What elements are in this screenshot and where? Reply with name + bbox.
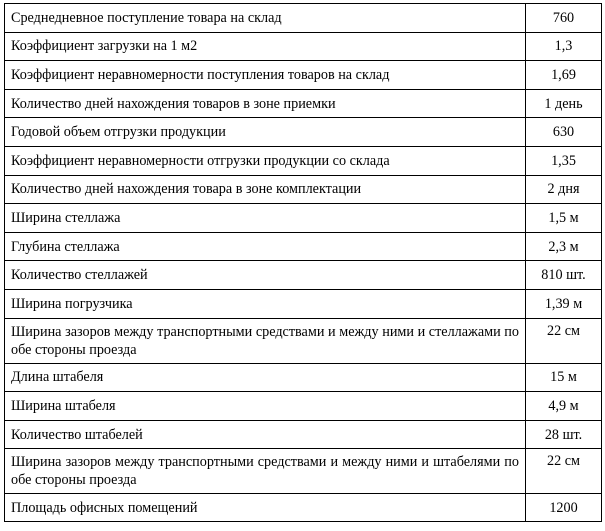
- table-row: [5, 420, 602, 449]
- parameter-value: 1,35: [526, 146, 602, 175]
- table-row: [5, 32, 602, 61]
- parameter-value: 2 дня: [526, 175, 602, 204]
- parameter-name: Количество дней нахождения товаров в зоне приемки: [5, 89, 526, 118]
- parameter-name: Длина штабеля: [5, 363, 526, 392]
- parameter-name: Количество штабелей: [5, 420, 526, 449]
- parameter-value: 4,9 м: [526, 392, 602, 421]
- parameter-value: 28 шт.: [526, 420, 602, 449]
- parameter-name: Ширина стеллажа: [5, 204, 526, 233]
- table-row: [5, 449, 602, 494]
- parameter-value: 1 день: [526, 89, 602, 118]
- table-row: [5, 175, 602, 204]
- parameter-name: Коэффициент неравномерности поступления товаров на склад: [5, 61, 526, 90]
- table-row: [5, 146, 602, 175]
- parameter-value: 1,5 м: [526, 204, 602, 233]
- parameter-value: 22 см: [526, 449, 602, 494]
- table-row: [5, 89, 602, 118]
- parameter-name: Коэффициент загрузки на 1 м2: [5, 32, 526, 61]
- parameter-value: 760: [526, 4, 602, 33]
- parameter-name: Коэффициент неравномерности отгрузки продукции со склада: [5, 146, 526, 175]
- parameter-name: Годовой объем отгрузки продукции: [5, 118, 526, 147]
- parameter-name: Количество дней нахождения товара в зоне комплектации: [5, 175, 526, 204]
- parameter-value: 1,3: [526, 32, 602, 61]
- table-row: [5, 4, 602, 33]
- parameters-table: [4, 3, 602, 522]
- parameters-table-body: [5, 4, 602, 522]
- table-row: [5, 118, 602, 147]
- table-row: [5, 363, 602, 392]
- parameter-name: Площадь офисных помещений: [5, 494, 526, 522]
- parameter-name: Ширина зазоров между транспортными средствами и между ними и штабелями по обе стороны проезда: [5, 449, 526, 494]
- table-row: [5, 61, 602, 90]
- table-row: [5, 494, 602, 522]
- table-row: [5, 318, 602, 363]
- parameter-value: 630: [526, 118, 602, 147]
- table-row: [5, 289, 602, 318]
- parameter-value: 1,39 м: [526, 289, 602, 318]
- parameter-name: Среднедневное поступление товара на склад: [5, 4, 526, 33]
- parameter-value: 810 шт.: [526, 261, 602, 290]
- table-row: [5, 261, 602, 290]
- parameter-value: 1,69: [526, 61, 602, 90]
- parameter-value: 2,3 м: [526, 232, 602, 261]
- parameter-name: Глубина стеллажа: [5, 232, 526, 261]
- parameter-value: 22 см: [526, 318, 602, 363]
- table-row: [5, 232, 602, 261]
- parameter-name: Ширина штабеля: [5, 392, 526, 421]
- table-row: [5, 204, 602, 233]
- parameter-value: 1200: [526, 494, 602, 522]
- parameter-name: Ширина зазоров между транспортными средствами и между ними и стеллажами по обе стороны проезда: [5, 318, 526, 363]
- table-row: [5, 392, 602, 421]
- parameter-value: 15 м: [526, 363, 602, 392]
- parameter-name: Количество стеллажей: [5, 261, 526, 290]
- parameter-name: Ширина погрузчика: [5, 289, 526, 318]
